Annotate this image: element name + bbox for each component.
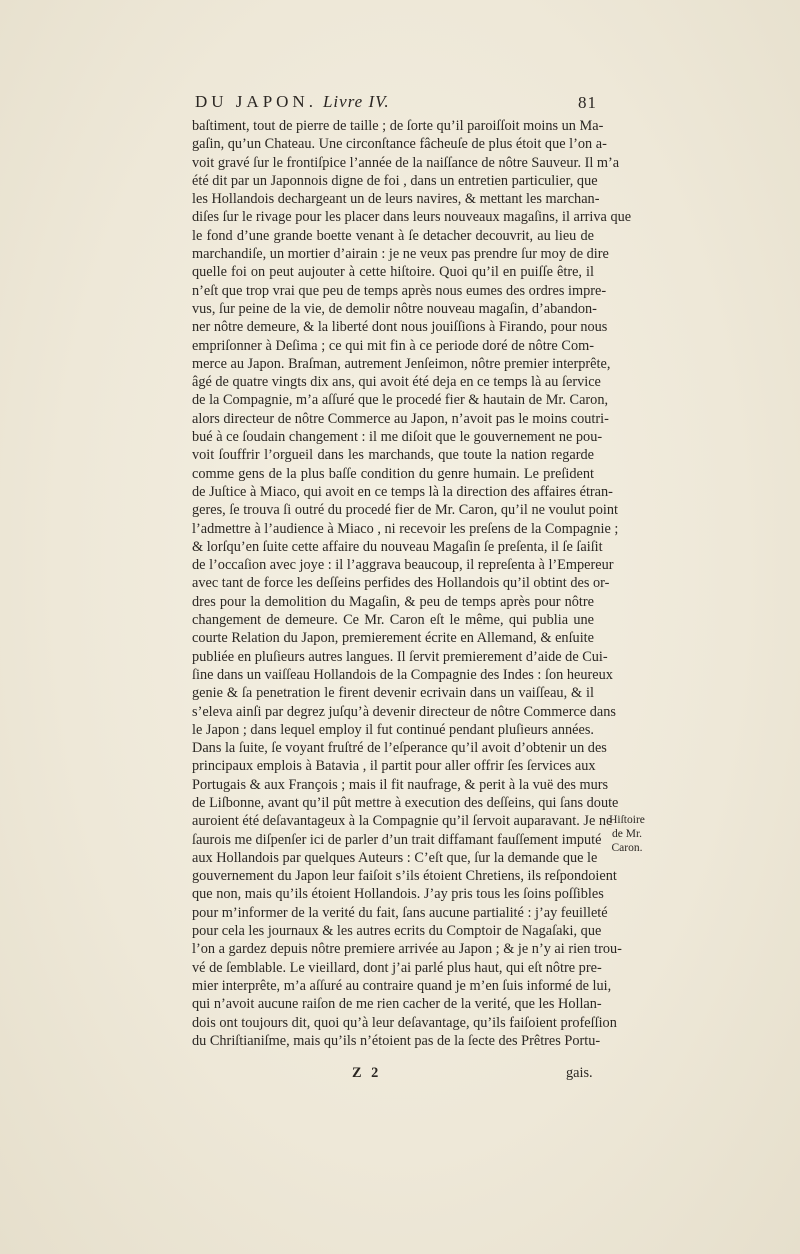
text-line: ner nôtre demeure, & la liberté dont nous jouiſſions à Firando, pour nous	[192, 319, 608, 336]
text-line: que non, mais qu’ils étoient Hollandois. J’ay pris tous les ſoins poſſibles	[192, 886, 604, 903]
text-line: vé de ſemblable. Le vieillard, dont j’ai parlé plus haut, qui eſt nôtre pre-	[192, 959, 602, 976]
text-line: voit ſouffrir l’orgueil dans les marchands, que toute la nation regarde	[192, 447, 594, 464]
text-line: baſtiment, tout de pierre de taille ; de ſorte qu’il paroiſſoit moins un Ma-	[192, 118, 604, 134]
text-line: avec tant de force les deſſeins perfides des Hollandois qu’il obtint des or-	[192, 575, 610, 592]
text-line: comme gens de la plus baſſe condition du genre humain. Le preſident	[192, 465, 594, 482]
text-line: s’eleva ainſi par degrez juſqu’à devenir directeur de nôtre Commerce dans	[192, 703, 616, 720]
text-line: publiée en pluſieurs autres langues. Il ſervit premierement d’aide de Cui-	[192, 648, 608, 665]
text-line: gaſin, qu’un Chateau. Une circonſtance fâcheuſe de plus étoit que l’on a-	[192, 136, 607, 153]
text-line: du Chriſtianiſme, mais qu’ils n’étoient pas de la ſecte des Prêtres Portu-	[192, 1032, 601, 1049]
text-line: auroient été deſavantageux à la Compagnie qu’il ſervoit auparavant. Je ne	[192, 813, 613, 830]
text-line: bué à ce ſoudain changement : il me diſoit que le gouvernement ne pou-	[192, 429, 603, 446]
text-line: & lorſqu’en ſuite cette affaire du nouveau Magaſin ſe preſenta, il ſe ſaiſit	[192, 538, 603, 555]
text-line: geres, ſe trouva ſi outré du procedé fier de Mr. Caron, qu’il ne voulut point	[192, 502, 619, 519]
text-line: Portugais & aux François ; mais il fit naufrage, & perit à la vuë des murs	[192, 776, 609, 793]
text-line: mier interprête, m’a aſſuré au contraire quand je m’en ſuis informé de lui,	[192, 977, 612, 994]
text-line: les Hollandois dechargeant un de leurs navires, & mettant les marchan-	[192, 191, 600, 208]
text-line: le fond d’une grande boette venant à ſe detacher decouvrit, au lieu de	[192, 227, 594, 244]
margin-note	[601, 813, 653, 855]
text-line: ſaurois me diſpenſer ici de parler d’un trait diffamant fauſſement imputé	[192, 831, 602, 848]
book-number: Livre IV.	[322, 92, 390, 111]
running-header	[195, 92, 625, 112]
text-line: quelle foi on peut aujouter à cette hiſtoire. Quoi qu’il en puiſſe être, il	[192, 264, 594, 281]
text-line: l’on a gardez depuis nôtre premiere arrivée au Japon ; & je n’y ai rien trou-	[192, 941, 622, 958]
text-line: de Juſtice à Miaco, qui avoit en ce temps là la direction des affaires étran-	[192, 483, 613, 500]
text-line: l’admettre à l’audience à Miaco , ni recevoir les preſens de la Compagnie ;	[192, 520, 619, 537]
catchword: gais.	[566, 1065, 593, 1081]
text-line: qui n’avoit aucune raiſon de me rien cacher de la verité, que les Hollan-	[192, 996, 602, 1013]
text-line: de l’occaſion avec joye : il l’aggrava beaucoup, il repreſenta à l’Empereur	[192, 557, 614, 574]
running-title: DU JAPON.	[195, 92, 317, 111]
text-line: empriſonner à Deſima ; ce qui mit fin à ce periode doré de nôtre Com-	[192, 337, 594, 354]
text-line: voit gravé ſur le frontiſpice l’année de la naiſſance de nôtre Sauveur. Il m’a	[192, 154, 620, 171]
body-text	[192, 117, 632, 1050]
text-line: de Liſbonne, avant qu’il pût mettre à execution des deſſeins, qui ſans doute	[192, 794, 619, 811]
text-line: principaux emplois à Batavia , il partit pour aller offrir ſes ſervices aux	[192, 758, 596, 775]
text-line: pour cela les journaux & les autres ecrits du Comptoir de Nagaſaki, que	[192, 923, 602, 940]
text-line: changement de demeure. Ce Mr. Caron eſt le même, qui publia une	[192, 612, 594, 629]
text-line: merce au Japon. Braſman, autrement Jenſeimon, nôtre premier interprête,	[192, 355, 611, 372]
text-line: été dit par un Japonnois digne de foi , dans un entretien particulier, que	[192, 172, 598, 189]
text-line: diſes ſur le rivage pour les placer dans leurs nouveaux magaſins, il arriva que	[192, 209, 632, 226]
text-line: courte Relation du Japon, premierement écrite en Allemand, & enſuite	[192, 630, 594, 647]
text-line: pour m’informer de la verité du fait, ſans aucune partialité : j’ay feuilleté	[192, 904, 608, 921]
text-line: dois ont toujours dit, quoi qu’à leur deſavantage, qu’ils faiſoient profeſſion	[192, 1014, 617, 1031]
text-line: genie & ſa penetration le firent devenir ecrivain dans un vaiſſeau, & il	[192, 685, 594, 702]
text-line: ſine dans un vaiſſeau Hollandois de la Compagnie des Indes : ſon heureux	[192, 666, 613, 683]
text-line: n’eſt que trop vrai que peu de temps après nous eumes des ordres impre-	[192, 282, 607, 299]
margin-note-line: Hiſtoire	[609, 814, 645, 826]
text-line: vus, ſur peine de la vie, de demolir nôtre nouveau magaſin, d’abandon-	[192, 300, 597, 317]
text-line: âgé de quatre vingts dix ans, qui avoit été deja en ce temps là au ſervice	[192, 374, 601, 391]
text-line: aux Hollandois par quelques Auteurs : C’eſt que, ſur la demande que le	[192, 849, 598, 866]
text-line: gouvernement du Japon leur faiſoit s’ils étoient Chretiens, ils reſpondoient	[192, 868, 617, 885]
margin-note-line: de Mr.	[611, 828, 643, 840]
margin-note-line: Caron.	[611, 842, 643, 854]
text-line: de la Compagnie, m’a aſſuré que le procedé fier & hautain de Mr. Caron,	[192, 392, 609, 409]
text-line: alors directeur de nôtre Commerce au Japon, n’avoit pas le moins coutri-	[192, 410, 609, 427]
text-line: Dans la ſuite, ſe voyant fruſtré de l’eſperance qu’il avoit d’obtenir un des	[192, 740, 607, 757]
text-line: le Japon ; dans lequel employ il fut continué pendant pluſieurs années.	[192, 721, 594, 738]
text-line: marchandiſe, un mortier d’airain : je ne veux pas prendre ſur moy de dire	[192, 246, 609, 263]
signature-mark: Z 2	[352, 1065, 382, 1081]
text-line: dres pour la demolition du Magaſin, & peu de temps après pour nôtre	[192, 593, 594, 610]
page-number: 81	[578, 93, 597, 112]
